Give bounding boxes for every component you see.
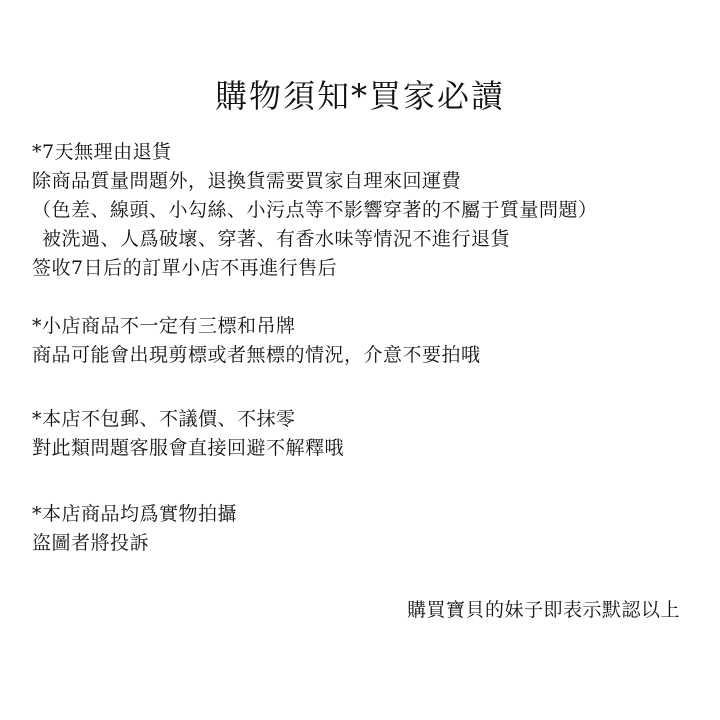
section-heading: *7天無理由退貨 (32, 141, 172, 163)
section-photos (32, 500, 702, 558)
section-tags (32, 312, 702, 370)
text-line: 盗圖者將投訴 (32, 532, 150, 554)
text-line: 签收7日后的訂單小店不再進行售后 (32, 257, 338, 279)
text-line: 被洗過、人爲破壞、穿著、有香水味等情況不進行退貨 (42, 228, 511, 250)
page-title: 購物須知*買家必讀 (214, 77, 505, 115)
section-return-policy (32, 138, 702, 283)
text-line: 商品可能會出現剪標或者無標的情況，介意不要拍哦 (32, 344, 481, 366)
section-shipping-price (32, 405, 702, 463)
section-heading: *小店商品不一定有三標和吊牌 (32, 315, 296, 337)
section-heading: *本店不包郵、不議價、不抹零 (32, 408, 296, 430)
text-line: 對此類問題客服會直接回避不解釋哦 (32, 437, 345, 459)
text-line: 除商品質量問題外，退換貨需要買家自理來回運費 (32, 170, 462, 192)
section-heading: *本店商品均爲實物拍攝 (32, 503, 238, 525)
closing-statement: 購買寶貝的妹子即表示默認以上 (406, 599, 680, 621)
text-line: （色差、線頭、小勾絲、小污点等不影響穿著的不屬于質量問題） (32, 199, 598, 221)
